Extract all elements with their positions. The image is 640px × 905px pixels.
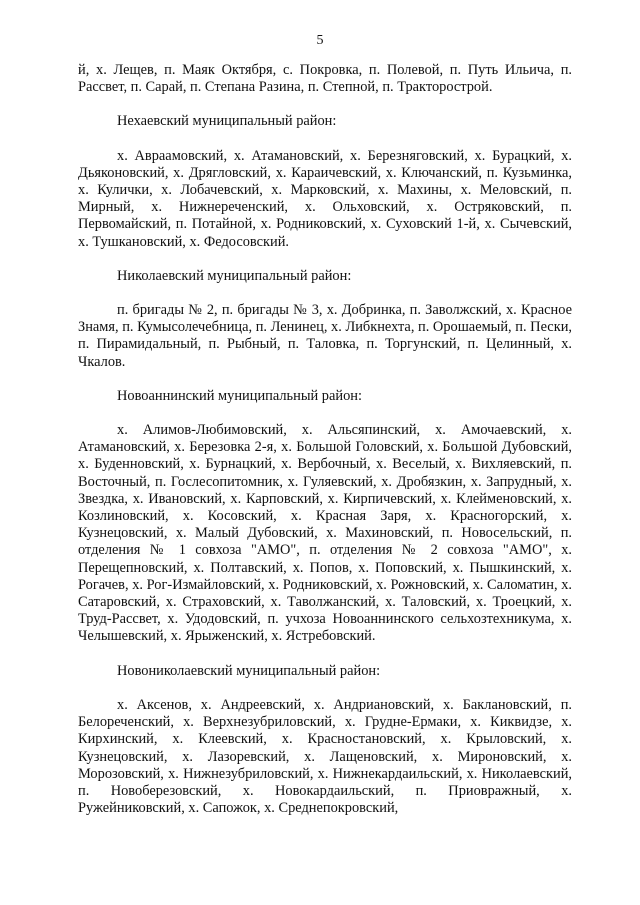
section-heading-novonikolaevsky: Новониколаевский муниципальный район: <box>117 662 381 679</box>
section-heading-nekhaevsky: Нехаевский муниципальный район: <box>117 113 337 130</box>
page-number: 5 <box>316 33 324 48</box>
section-text-nikolaevsky: п. бригады № 2, п. бригады № 3, х. Добринка, п. Заволжский, х. Красное Знамя, п. Кумысолечебница, п. Ленинец, х. Либкнехта, п. Орошаемый, п. Пески, п. Пирамидальный, п. Рыбный, п. Таловка, п. Торгунский, п. Целинный, х. Чкалов. <box>78 302 572 370</box>
section-heading-nikolaevsky: Николаевский муниципальный район: <box>117 267 352 284</box>
section-text-novoanninsky: х. Алимов-Любимовский, х. Альсяпинский, х. Амочаевский, х. Атамановский, х. Березовка 2-я, х. Большой Головский, х. Большой Дубовский, х. Буденновский, х. Бурнацкий, х. Вербочный, х. Веселый, х. Вихляевский, п. Восточный, п. Гослесопитомник, х. Гуляевский, х. Дробязкин, х. Запрудный, х. Звездка, х. Ивановский, х. Карповский, х. Кирпичевский, х. Клейменовский, х. Козлиновский, х. Косовский, х. Красная Заря, х. Красногорский, х. Кузнецовский, х. Малый Дубовский, х. Махиновский, п. Новосельский, п. отделения № 1 совхоза "АМО", п. отделения № 2 совхоза "АМО", х. Перещепновский, х. Полтавский, х. Попов, х. Поповский, х. Пышкинский, х. Рогачев, х. Рог-Измайловский, х. Родниковский, х. Рожновский, х. Саломатин, х. Сатаровский, х. Страховский, х. Таволжанский, х. Таловский, х. Троецкий, х. Труд-Рассвет, х. Удодовский, п. учхоза Новоаннинского сельхозтехникума, х. Челышевский, х. Ярыженский, х. Ястребовский. <box>78 422 572 645</box>
intro-paragraph: й, х. Лещев, п. Маяк Октября, с. Покровка, п. Полевой, п. Путь Ильича, п. Рассвет, п. Сарай, п. Степана Разина, п. Степной, п. Тракторострой. <box>78 62 572 96</box>
section-text-nekhaevsky: х. Авраамовский, х. Атамановский, х. Березняговский, х. Бурацкий, х. Дьяконовский, х. Дрягловский, х. Караичевский, х. Ключанский, п. Кузьминка, х. Кулички, х. Лобачевский, х. Марковский, х. Махины, х. Меловский, п. Мирный, х. Нижнереченский, х. Ольховский, х. Остряковский, п. Первомайский, п. Потайной, х. Родниковский, х. Суховский 1-й, х. Сычевский, х. Тушкановский, х. Федосовский. <box>78 147 572 250</box>
document-body <box>78 62 572 817</box>
section-heading-novoanninsky: Новоаннинский муниципальный район: <box>117 387 362 404</box>
section-text-novonikolaevsky: х. Аксенов, х. Андреевский, х. Андриановский, х. Баклановский, п. Белореченский, х. Верхнезубриловский, х. Грудне-Ермаки, х. Киквидзе, х. Кирхинский, х. Клеевский, х. Красностановский, х. Крыловский, х. Кузнецовский, х. Лазоревский, х. Лащеновский, х. Мироновский, х. Морозовский, х. Нижнезубриловский, х. Нижнекардаильский, х. Николаевский, п. Новоберезовский, х. Новокардаильский, п. Приовражный, х. Ружейниковский, х. Сапожок, х. Среднепокровский, <box>78 696 572 817</box>
